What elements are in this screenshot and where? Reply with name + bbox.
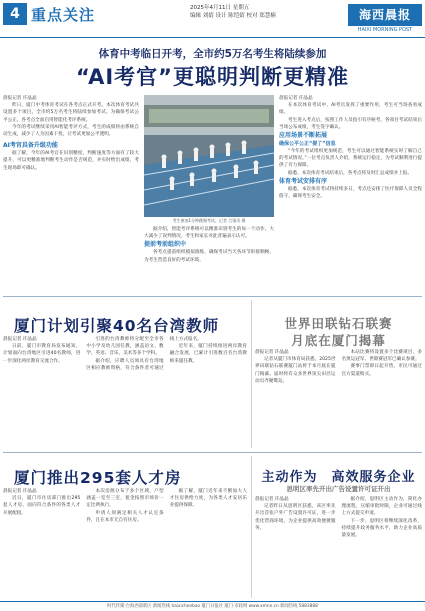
jobs-paragraph: 申请人须满足相关人才认定条件，且在本市无自有住房。 bbox=[86, 510, 164, 523]
taiwan-paragraph: 据介绍，应聘人员须具有台湾地区相应教师资格，符合条件者可通过线上方式报名。 bbox=[86, 337, 202, 371]
lead-paragraph: 今年的考试继续采用AI智能考评方式，考生的成绩将由系统自动生成，减少了人为因素干扰，让考试更加公平透明。 bbox=[3, 124, 139, 138]
lead-subtitle: 体育中考临日开考，全市约5万名考生将陆续参加 bbox=[98, 48, 327, 60]
jobs-paragraph: 近日，厦门市住房部门推出295套人才房，面向符合条件的各类人才开展配租。 bbox=[3, 496, 81, 516]
lead-paragraph: 据介绍，智能考评系统可以精准识别考生的每一个动作，大大减少了误判情况，考生和家长对此普遍表示认可。 bbox=[144, 227, 274, 240]
talent-housing-body bbox=[3, 488, 247, 598]
service-body bbox=[255, 496, 422, 598]
lead-byline: 晨报记者 许晶晶 bbox=[3, 96, 37, 101]
service-subtitle: 思明区率先开出广告设置许可证开出 bbox=[286, 485, 391, 493]
lead-subheading: 体育考试安排有序 bbox=[279, 177, 328, 185]
lead-paragraph: 昨日，厦门中考体育考试在各考点正式开考。本次体育考试共设置多个项目，全市约5万名考生将陆续参加考试。为确保考试公平公正，各考点全面启用智能化考评系统。 bbox=[3, 103, 139, 123]
right-paragraph: 据悉，本次体育考试结束后，各考点将及时汇总成绩并上报。 bbox=[288, 170, 413, 176]
section-divider bbox=[3, 296, 422, 297]
right-paragraph: 在本次体育考试中，AI考官发挥了重要作用，考生可当场查看成绩。 bbox=[279, 103, 422, 116]
talent-housing-headline: 厦门推出295套人才房 bbox=[14, 469, 182, 487]
page-number: 4 bbox=[3, 3, 27, 25]
right-subheading: 应用场景不断拓展 bbox=[279, 132, 328, 140]
right-paragraph: “今年的考试组织更加规范，考生可以通过智能系统实时了解自己的考试情况。”一位考点负责人介绍，系统运行稳定，为考试顺利进行提供了有力保障。 bbox=[279, 149, 422, 169]
expo-paragraph: 赛事门票即日起开售，市民可通过官方渠道购买。 bbox=[341, 364, 422, 377]
expo-byline: 晨报记者 许晶晶 bbox=[255, 350, 289, 355]
photo-caption: 考生参加1分钟跳绳考试。记者 吕银凤 摄 bbox=[172, 218, 246, 223]
diamond-league-headline-2: 月底在厦门揭幕 bbox=[291, 333, 386, 348]
issue-date: 2025年4月11日 星期五 bbox=[190, 5, 250, 11]
taiwan-byline: 晨报记者 许晶晶 bbox=[3, 337, 37, 342]
service-paragraph: 据介绍，思明区主动作为，简化办理流程，压缩审批时限，企业可通过线上方式提交申请。 bbox=[341, 497, 422, 517]
lead-paragraph: 考生进入考点后，按照工作人员指引有序候考，各项目考试结束后当场公布成绩，考生签字确认。 bbox=[279, 117, 422, 130]
column-divider bbox=[251, 456, 252, 598]
lead-paragraph: 据了解，今年的AI考官在识别精度、判断速度等方面有了较大提升，可以更精准地判断考生动作是否规范，并实时给出成绩，考生现场即可确认。 bbox=[3, 151, 139, 171]
lead-column-2 bbox=[144, 226, 274, 286]
right-subheading-2: 确保公平公正“提了”信息 bbox=[279, 141, 336, 148]
page-footer: 时代传媒·台海西部新区 新闻热线 haixichenbao 厦门日报社 厦门·市政网 www.xmnn.cn 新闻热线 5883888 bbox=[0, 601, 425, 611]
lead-column-1 bbox=[3, 95, 139, 265]
taiwan-teachers-body bbox=[3, 336, 247, 448]
lead-paragraph: 据悉，本次体育考试将持续多日，考点还安排了医疗保障人员全程值守，确保考生安全。 bbox=[279, 186, 422, 200]
lead-column-3 bbox=[279, 95, 422, 270]
masthead bbox=[0, 0, 425, 38]
expo-paragraph: 记者从厦门市体育局获悉，2025世界田联钻石联赛厦门站将于本月底在厦门揭幕。届时将有众多世界顶尖田径运动员齐聚鹭岛。 bbox=[255, 357, 336, 384]
issue-info bbox=[190, 4, 345, 20]
jobs-paragraph: 据了解，厦门近年来不断加大人才住房供给力度，为各类人才安居乐业提供保障。 bbox=[169, 489, 247, 509]
news-photo bbox=[144, 95, 274, 217]
lead-paragraph: 各考点提前组织模拟演练，确保考试当天各环节衔接顺畅，为考生营造良好的考试环境。 bbox=[144, 250, 274, 263]
section-divider bbox=[3, 452, 422, 453]
newspaper-logo: 海西晨报 bbox=[348, 4, 422, 26]
service-headline: 主动作为 高效服务企业 bbox=[261, 470, 416, 485]
newspaper-logo-subtitle: HAIXI MORNING POST bbox=[357, 27, 413, 33]
athletes-track-photo bbox=[144, 95, 274, 217]
service-paragraph: 记者昨日从思明区获悉，该区率先开出首张户外广告设置许可证，进一步优化营商环境，为企业提供高效便捷服务。 bbox=[255, 504, 336, 531]
expo-paragraph: 本站比赛将设置多个比赛项目，多名奥运冠军、世锦赛冠军已确认参赛。 bbox=[341, 350, 422, 363]
lead-headline: “AI考官”更聪明判断更精准 bbox=[76, 65, 349, 89]
issue-editors: 编辑 刘婧 设计 陈恺婧 校对 郑慧楠 bbox=[190, 13, 276, 19]
right-byline: 晨报记者 许晶晶 bbox=[279, 96, 313, 101]
taiwan-paragraph: 引进的台湾教师将分配至全市各中小学及幼儿园任教，涵盖语文、数学、英语、音乐、美术等多个学科。 bbox=[86, 337, 164, 357]
diamond-league-body bbox=[255, 349, 422, 448]
jobs-byline: 晨报记者 许晶晶 bbox=[3, 489, 37, 494]
section-title: 重点关注 bbox=[31, 6, 96, 24]
jobs-paragraph: 本次房源分布于多个区域，户型涵盖一室至三室，租金按照市场价一定比例执行。 bbox=[86, 489, 164, 509]
taiwan-teachers-headline: 厦门计划引聚40名台湾教师 bbox=[14, 317, 220, 335]
lead-subheading: 提前考前组织中 bbox=[144, 241, 187, 249]
taiwan-paragraph: 近年来，厦门持续推进两岸教育融合发展，已累计引进数百名台湾教师来厦任教。 bbox=[169, 344, 247, 364]
diamond-league-headline: 世界田联钻石联赛 bbox=[284, 316, 393, 331]
service-byline: 晨报记者 许晶晶 bbox=[255, 497, 289, 502]
column-divider bbox=[251, 300, 252, 448]
service-paragraph: 下一步，思明区将继续深化改革，持续提升政务服务水平，助力企业高质量发展。 bbox=[341, 518, 422, 539]
lead-subheading: AI考官具备升级功能 bbox=[3, 142, 58, 150]
taiwan-paragraph: 日前，厦门市教育局发布通知，计划面向台湾地区引进40名教师，进一步深化两岸教育交流合作。 bbox=[3, 344, 81, 364]
